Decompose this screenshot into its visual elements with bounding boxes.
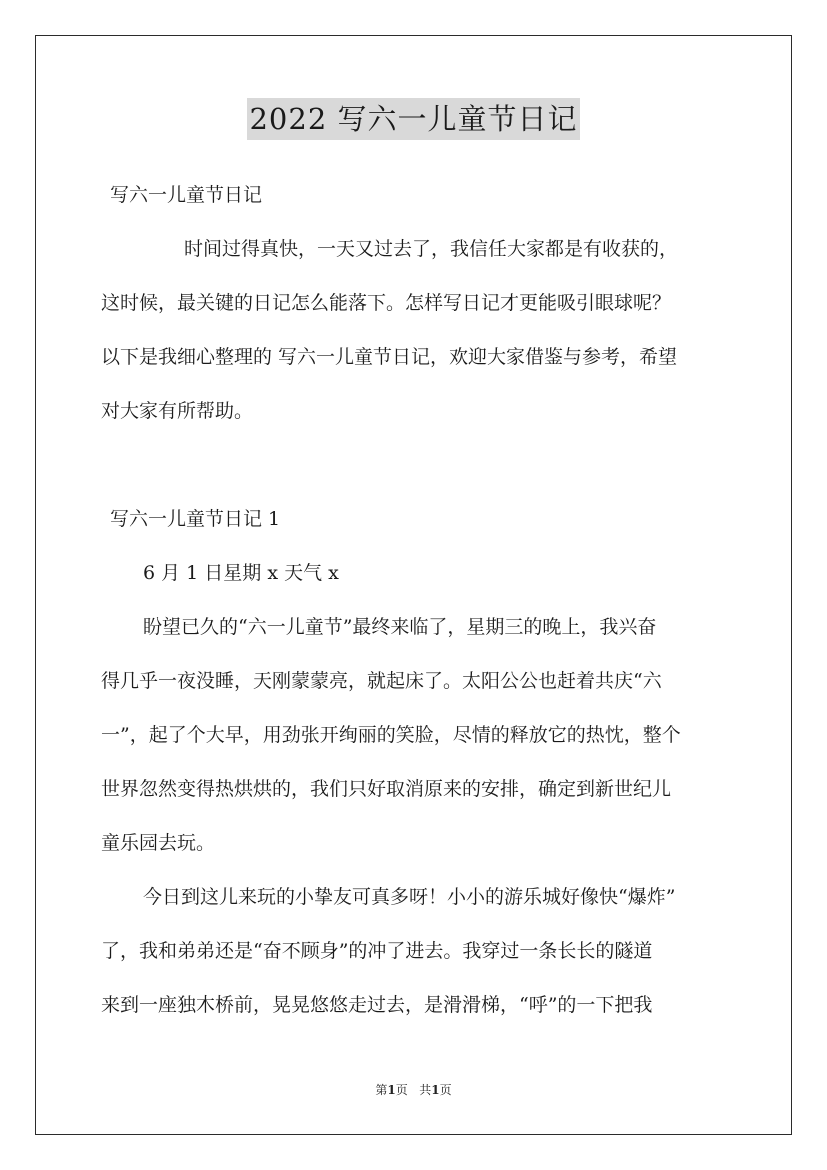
footer-page-prefix: 第 — [375, 1083, 388, 1097]
section-heading: 写六一儿童节日记 1 — [110, 508, 281, 530]
para1-line-1: 盼望已久的“六一儿童节”最终来临了，星期三的晚上，我兴奋 — [143, 616, 657, 638]
para2-line-3: 来到一座独木桥前，晃晃悠悠走过去，是滑滑梯，“呼”的一下把我 — [101, 994, 653, 1016]
document-title: 2022 写六一儿童节日记 — [247, 98, 579, 140]
date-line: 6 月 1 日星期 x 天气 x — [143, 562, 339, 584]
intro-line-3: 以下是我细心整理的 写六一儿童节日记，欢迎大家借鉴与参考，希望 — [101, 346, 678, 368]
para1-line-3: 一”，起了个大早，用劲张开绚丽的笑脸，尽情的释放它的热忱，整个 — [101, 724, 681, 746]
para1-line-4: 世界忽然变得热烘烘的，我们只好取消原来的安排，确定到新世纪儿 — [101, 778, 672, 800]
intro-line-4: 对大家有所帮助。 — [101, 400, 254, 422]
intro-line-1: 时间过得真快，一天又过去了，我信任大家都是有收获的， — [184, 238, 679, 260]
title-container — [0, 98, 827, 140]
footer-total-suffix: 页 — [439, 1083, 452, 1097]
subtitle: 写六一儿童节日记 — [110, 184, 263, 206]
para2-line-1: 今日到这儿来玩的小挚友可真多呀！小小的游乐城好像快“爆炸” — [143, 886, 676, 908]
footer-total-number: 1 — [431, 1083, 440, 1097]
footer-total-prefix: 共 — [419, 1083, 432, 1097]
footer-page-number: 1 — [387, 1083, 396, 1097]
para2-line-2: 了，我和弟弟还是“奋不顾身”的冲了进去。我穿过一条长长的隧道 — [101, 940, 653, 962]
intro-line-2: 这时候，最关键的日记怎么能落下。怎样写日记才更能吸引眼球呢？ — [101, 292, 672, 314]
para1-line-5: 童乐园去玩。 — [101, 832, 216, 854]
page-footer — [0, 1082, 827, 1098]
para1-line-2: 得几乎一夜没睡，天刚蒙蒙亮，就起床了。太阳公公也赶着共庆“六 — [101, 670, 662, 692]
footer-page-suffix: 页 — [395, 1083, 408, 1097]
